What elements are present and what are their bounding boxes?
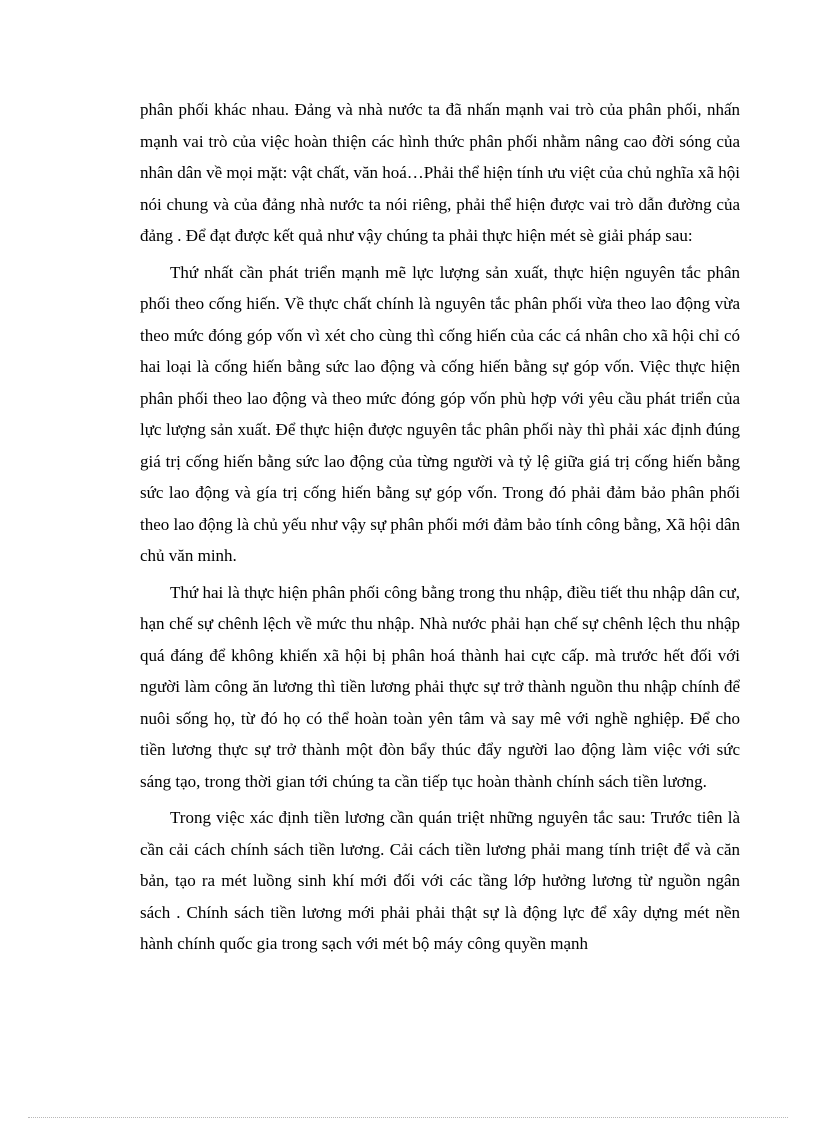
page-bottom-divider <box>28 1117 788 1118</box>
paragraph-continuation: phân phối khác nhau. Đảng và nhà nước ta đã nhấn mạnh vai trò của phân phối, nhấn mạnh vai trò của việc hoàn thiện các hình thức phân phối nhằm nâng cao đời sóng của nhân dân về mọi mặt: vật chất, văn hoá…Phải thể hiện tính ưu việt của chủ nghĩa xã hội nói chung và của đảng nhà nước ta nói riêng, phải thể hiện được vai trò dẫn đường của đảng . Để đạt được kết quả như vậy chúng ta phải thực hiện mét sè giải pháp sau: <box>140 100 740 245</box>
paragraph-wage-principles: Trong việc xác định tiền lương cần quán triệt những nguyên tắc sau: Trước tiên là cần cải cách chính sách tiền lương. Cải cách tiền lương phải mang tính triệt để và căn bản, tạo ra mét luồng sinh khí mới đối với các tầng lớp hưởng lương từ nguồn ngân sách . Chính sách tiền lương mới phải phải thật sự là động lực để xây dựng mét nền hành chính quốc gia trong sạch với mét bộ máy công quyền mạnh <box>140 808 740 953</box>
paragraph-second-solution: Thứ hai là thực hiện phân phối công bằng trong thu nhập, điều tiết thu nhập dân cư, hạn chế sự chênh lệch về mức thu nhập. Nhà nước phải hạn chế sự chênh lệch thu nhập quá đáng để không khiến xã hội bị phân hoá thành hai cực cấp. mà trước hết đối với người làm công ăn lương thì tiền lương phải thực sự trở thành nguồn thu nhập chính để nuôi sống họ, từ đó họ có thể hoàn toàn yên tâm và say mê với nghề nghiệp. Để cho tiền lương thực sự trở thành một đòn bẩy thúc đẩy người lao động làm việc với sức sáng tạo, trong thời gian tới chúng ta cần tiếp tục hoàn thành chính sách tiền lương. <box>140 582 740 791</box>
paragraph-first-solution: Thứ nhất cần phát triển mạnh mẽ lực lượng sản xuất, thực hiện nguyên tắc phân phối theo cống hiến. Về thực chất chính là nguyên tắc phân phối vừa theo lao động vừa theo mức đóng góp vốn vì xét cho cùng thì cống hiến của các cá nhân cho xã hội chỉ có hai loại là cống hiến bằng sức lao động và cống hiến bằng sự góp vốn. Việc thực hiện phân phối theo lao động và theo mức đóng góp vốn phù hợp với yêu cầu phát triển của lực lượng sản xuất. Để thực hiện được nguyên tắc phân phối này thì phải xác định đúng giá trị cống hiến bằng sức lao động của từng người và tỷ lệ giữa giá trị cống hiến bằng sức lao động và gía trị cống hiến bằng sự góp vốn. Trong đó phải đảm bảo phân phối theo lao động là chủ yếu như vậy sự phân phối mới đảm bảo tính công bằng, Xã hội dân chủ văn minh. <box>140 262 740 565</box>
document-body <box>140 94 740 965</box>
